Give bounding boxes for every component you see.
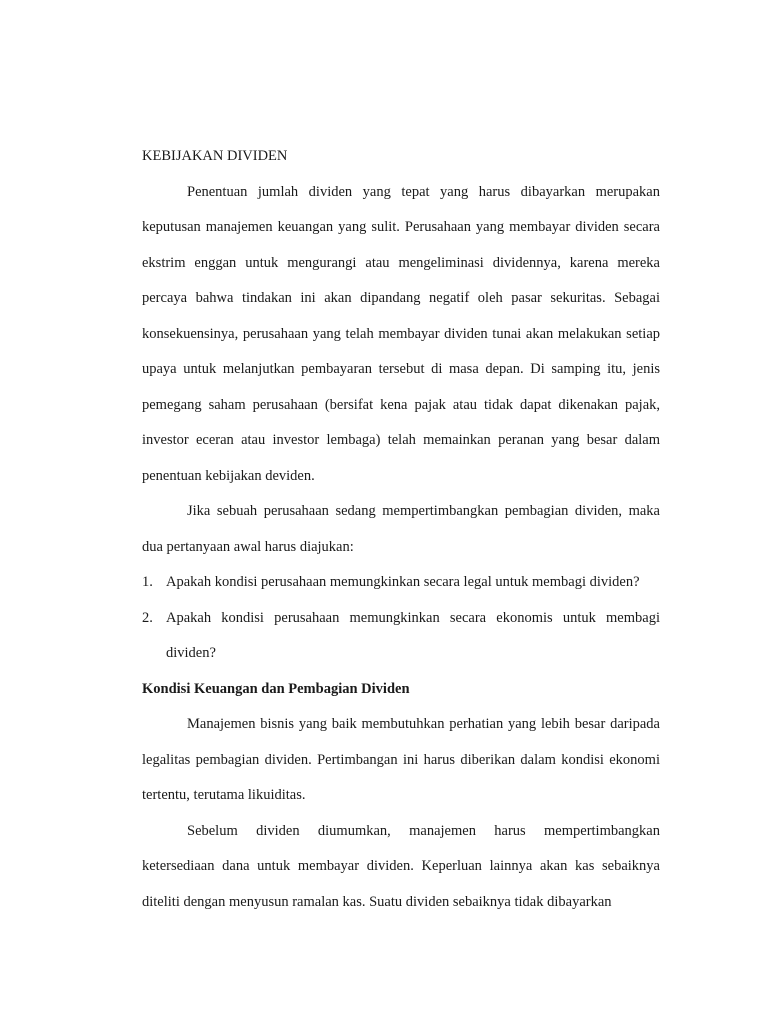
paragraph-fund-availability: Sebelum dividen diumumkan, manajemen harus mempertimbangkan ketersediaan dana untuk membayar dividen. Keperluan lainnya akan kas sebaiknya diteliti dengan menyusun ramalan kas. Suatu dividen sebaiknya tidak dibayarkan xyxy=(142,822,660,910)
list-item-number: 2. xyxy=(142,609,153,626)
document-content xyxy=(142,139,660,920)
list-item-text: Apakah kondisi perusahaan memungkinkan secara ekonomis untuk membagi dividen? xyxy=(166,609,660,661)
list-item xyxy=(142,601,660,672)
list-item xyxy=(142,565,660,601)
section-subheading: Kondisi Keuangan dan Pembagian Dividen xyxy=(142,680,410,697)
list-item-number: 1. xyxy=(142,574,153,590)
paragraph-business-management: Manajemen bisnis yang baik membutuhkan perhatian yang lebih besar daripada legalitas pembagian dividen. Pertimbangan ini harus diberikan dalam kondisi ekonomi tertentu, terutama likuiditas. xyxy=(142,716,660,803)
paragraph-dividend-determination: Penentuan jumlah dividen yang tepat yang harus dibayarkan merupakan keputusan manajemen keuangan yang sulit. Perusahaan yang membayar dividen secara ekstrim enggan untuk mengurangi atau mengeliminasi dividennya, karena mereka percaya bahwa tindakan ini akan dipandang negatif oleh pasar sekuritas. Sebagai konsekuensinya, perusahaan yang telah membayar dividen tunai akan melakukan setiap upaya untuk melanjutkan pembayaran tersebut di masa depan. Di samping itu, jenis pemegang saham perusahaan (bersifat kena pajak atau tidak dapat dikenakan pajak, investor eceran atau investor lembaga) telah memainkan peranan yang besar dalam penentuan kebijakan deviden. xyxy=(142,183,660,484)
document-title: KEBIJAKAN DIVIDEN xyxy=(142,148,288,164)
list-item-text: Apakah kondisi perusahaan memungkinkan secara legal untuk membagi dividen? xyxy=(166,574,640,590)
questions-list xyxy=(142,565,660,672)
paragraph-initial-questions: Jika sebuah perusahaan sedang mempertimbangkan pembagian dividen, maka dua pertanyaan awal harus diajukan: xyxy=(142,503,660,555)
